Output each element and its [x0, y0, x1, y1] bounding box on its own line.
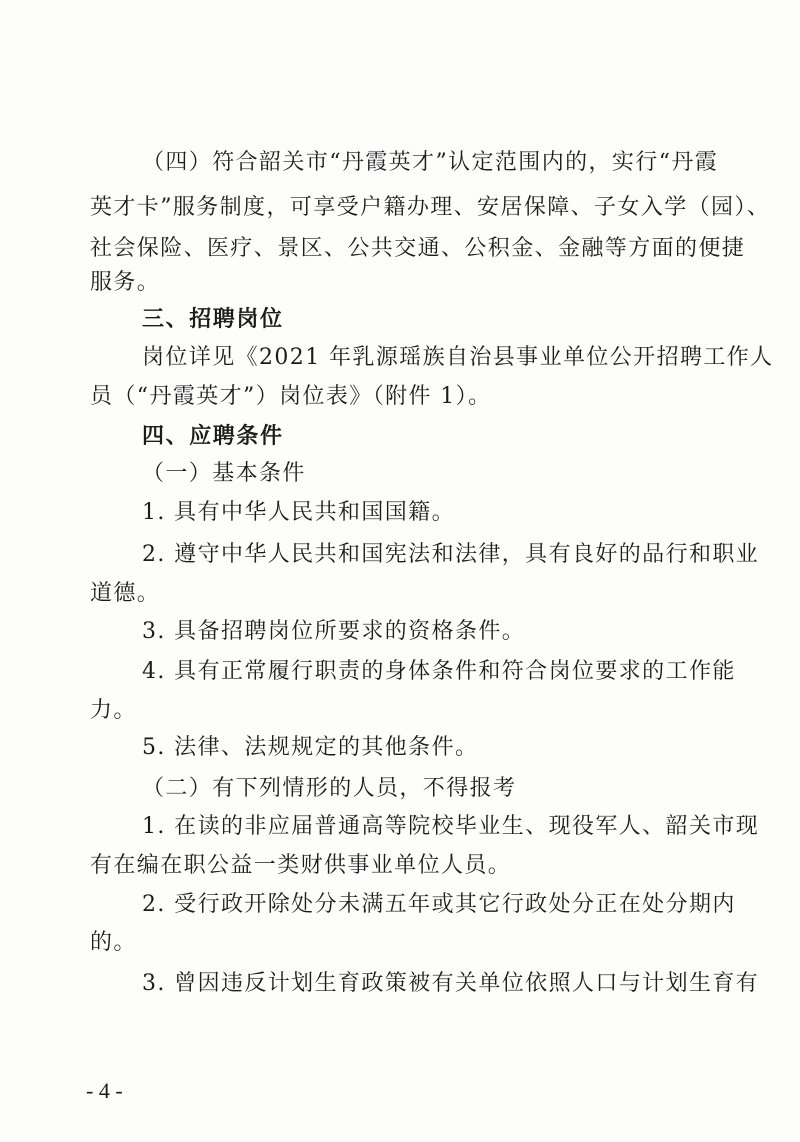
list-item-2-cont: 道德。	[90, 581, 161, 606]
page-number: - 4 -	[86, 1078, 123, 1103]
list-item-1: 1. 具有中华人民共和国国籍。	[142, 500, 455, 525]
paragraph-line-2: 英才卡”服务制度，可享受户籍办理、安居保障、子女入学（园）、	[90, 195, 771, 220]
paragraph-line-4: 服务。	[90, 270, 161, 295]
list-item-3: 3. 具备招聘岗位所要求的资格条件。	[142, 619, 526, 644]
exclusion-item-1: 1. 在读的非应届普通高等院校毕业生、现役军人、韶关市现	[142, 814, 760, 839]
section-heading-requirements: 四、应聘条件	[142, 424, 284, 449]
paragraph-line-6: 岗位详见《2021 年乳源瑶族自治县事业单位公开招聘工作人	[142, 345, 774, 370]
subsection-heading-basic: （一）基本条件	[142, 461, 306, 486]
exclusion-item-2: 2. 受行政开除处分未满五年或其它行政处分正在处分期内	[142, 892, 736, 917]
section-heading-positions: 三、招聘岗位	[142, 307, 284, 332]
exclusion-item-3: 3. 曾因违反计划生育政策被有关单位依照人口与计划生育有	[142, 971, 760, 996]
paragraph-line-3: 社会保险、医疗、景区、公共交通、公积金、金融等方面的便捷	[90, 236, 746, 261]
list-item-2: 2. 遵守中华人民共和国宪法和法律，具有良好的品行和职业	[142, 542, 760, 567]
exclusion-item-1-cont: 有在编在职公益一类财供事业单位人员。	[90, 853, 512, 878]
list-item-4-cont: 力。	[90, 698, 137, 723]
list-item-4: 4. 具有正常履行职责的身体条件和符合岗位要求的工作能	[142, 659, 736, 684]
subsection-heading-exclusions: （二）有下列情形的人员，不得报考	[142, 776, 517, 801]
paragraph-line-1: （四）符合韶关市“丹霞英才”认定范围内的，实行“丹霞	[142, 150, 719, 175]
paragraph-line-7: 员（“丹霞英才”）岗位表》（附件 1）。	[90, 384, 492, 409]
exclusion-item-2-cont: 的。	[90, 930, 137, 955]
list-item-5: 5. 法律、法规规定的其他条件。	[142, 735, 479, 760]
